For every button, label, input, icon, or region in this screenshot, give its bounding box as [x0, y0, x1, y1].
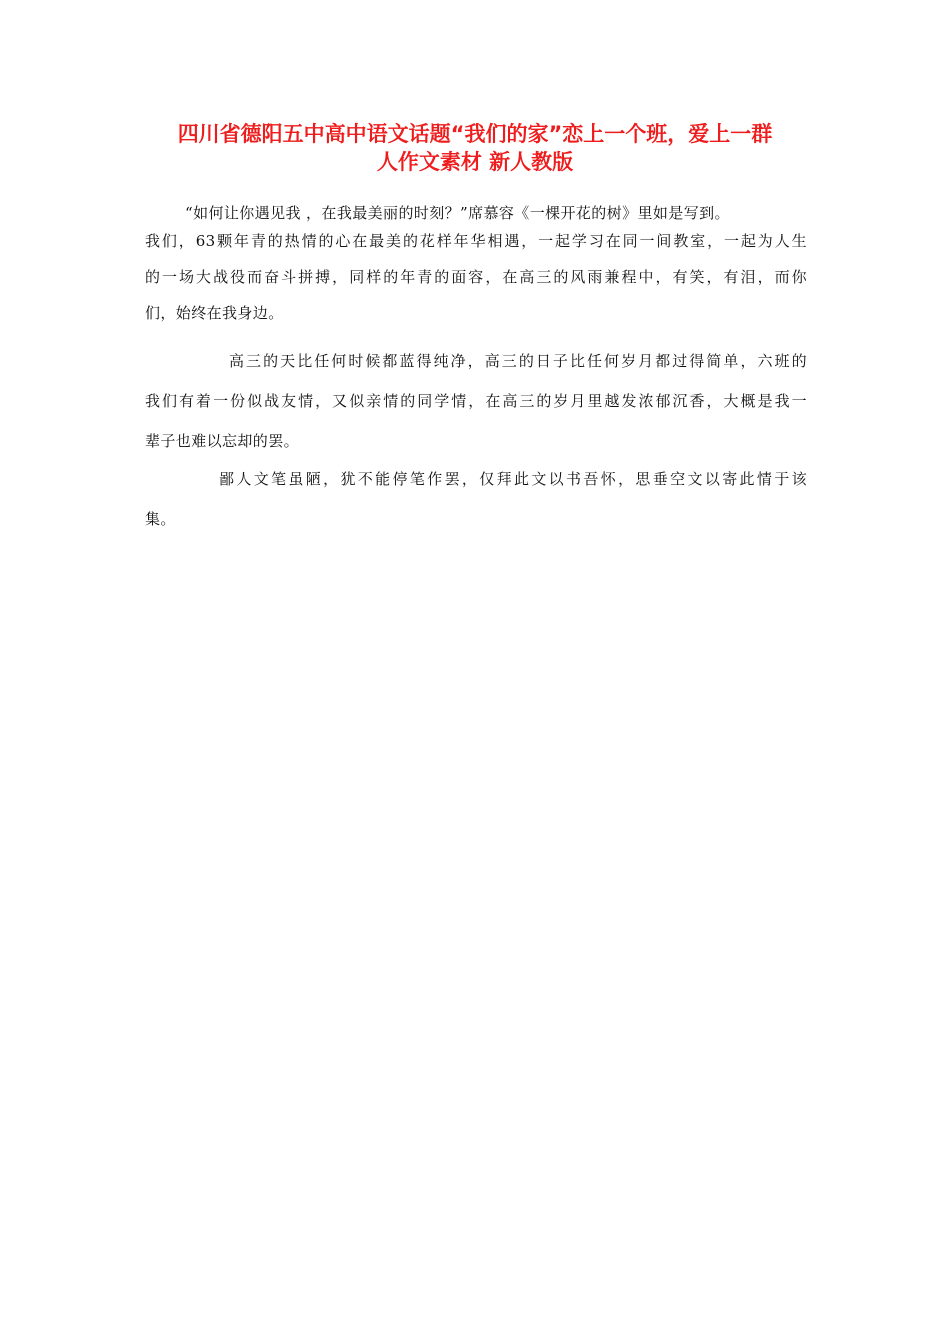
title-line-1: 四川省德阳五中高中语文话题“我们的家”恋上一个班，爱上一群 — [177, 122, 773, 146]
title-line-2: 人作文素材 新人教版 — [376, 150, 574, 174]
paragraph-1-line-3: 的一场大战役而奋斗拼搏，同样的年青的面容，在高三的风雨兼程中，有笑，有泪，而你 — [145, 268, 807, 286]
paragraph-1 — [145, 203, 807, 331]
paragraph-1-line-1: “如何让你遇见我 ，在我最美丽的时刻？”席慕容《一棵开花的树》里如是写到。 — [185, 204, 730, 222]
paragraph-3 — [145, 459, 807, 539]
paragraph-1-line-2: 我们，63颗年青的热情的心在最美的花样年华相遇，一起学习在同一间教室，一起为人生 — [145, 232, 807, 250]
paragraph-3-line-1: 鄙人文笔虽陋，犹不能停笔作罢，仅拜此文以书吾怀，思垂空文以寄此情于该 — [219, 470, 807, 488]
document-title — [130, 120, 820, 176]
paragraph-2 — [145, 341, 807, 461]
paragraph-2-line-1: 高三的天比任何时候都蓝得纯净，高三的日子比任何岁月都过得简单，六班的 — [229, 352, 807, 370]
paragraph-2-line-2: 我们有着一份似战友情，又似亲情的同学情，在高三的岁月里越发浓郁沉香，大概是我一 — [145, 392, 807, 410]
paragraph-1-line-4: 们，始终在我身边。 — [145, 304, 284, 322]
paragraph-2-line-3: 辈子也难以忘却的罢。 — [145, 432, 300, 450]
paragraph-3-line-2: 集。 — [145, 510, 176, 528]
